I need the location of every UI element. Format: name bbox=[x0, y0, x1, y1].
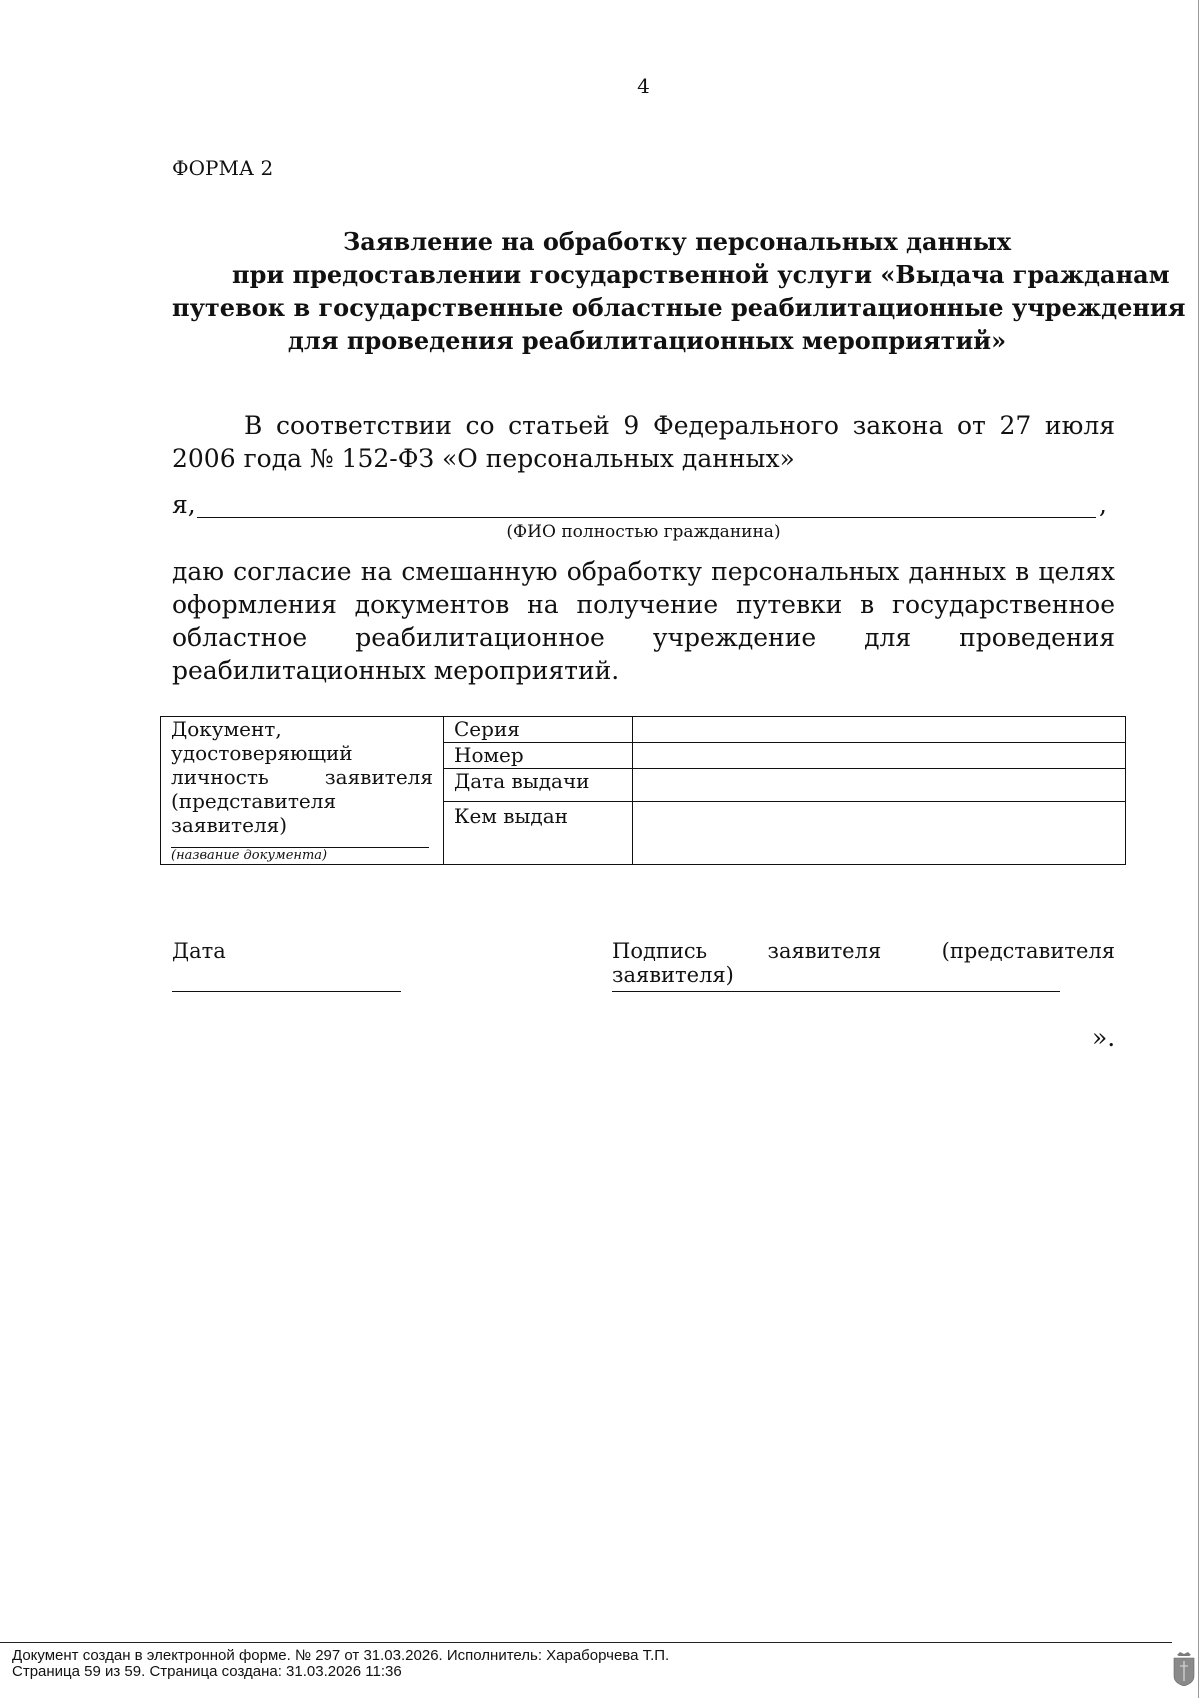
footer-line-page: Страница 59 из 59. Страница создана: 31.03.2026 11:36 bbox=[12, 1663, 402, 1680]
fio-suffix: , bbox=[1099, 490, 1107, 519]
form-label: ФОРМА 2 bbox=[172, 156, 274, 180]
footer-divider bbox=[0, 1642, 1172, 1643]
date-input-line[interactable] bbox=[172, 991, 401, 992]
consent-paragraph: даю согласие на смешанную обработку персональных данных в целях оформления документов на получение путевки в государственное областное реабилитационное учреждение для проведения реабилитационных мероприятий. bbox=[172, 557, 1115, 685]
page-edge bbox=[1198, 0, 1199, 1698]
fio-row bbox=[172, 490, 1112, 520]
field-value-issued-by[interactable] bbox=[633, 801, 1126, 864]
document-name-hint: (название документа) bbox=[171, 848, 328, 863]
fio-hint: (ФИО полностью гражданина) bbox=[506, 522, 781, 542]
identity-document-table bbox=[160, 716, 1126, 865]
fio-prefix: я, bbox=[172, 490, 196, 519]
field-value-number[interactable] bbox=[633, 742, 1126, 768]
title-line: при предоставлении государственной услуги «Выдача гражданам bbox=[232, 260, 1170, 289]
signature-input-line[interactable] bbox=[612, 991, 1060, 992]
doc-label-line: личность заявителя bbox=[171, 765, 433, 789]
signature-label: Подпись заявителя (представителя заявителя) bbox=[612, 939, 1115, 987]
closing-quote: ». bbox=[1092, 1023, 1116, 1052]
field-value-issue-date[interactable] bbox=[633, 768, 1126, 801]
intro-paragraph: В соответствии со статьей 9 Федерального закона от 27 июля 2006 года № 152-ФЗ «О персональных данных» bbox=[172, 411, 1115, 473]
doc-label-line: Документ, bbox=[171, 717, 282, 741]
title-line: для проведения реабилитационных мероприятий» bbox=[287, 326, 1007, 355]
field-label-issue-date: Дата выдачи bbox=[444, 768, 633, 801]
footer bbox=[12, 1648, 669, 1680]
doc-label-line: удостоверяющий bbox=[171, 741, 353, 765]
field-label-issued-by: Кем выдан bbox=[444, 801, 633, 864]
field-value-series[interactable] bbox=[633, 717, 1126, 743]
page-number: 4 bbox=[637, 74, 650, 98]
fio-input-line[interactable] bbox=[197, 517, 1096, 518]
field-label-series: Серия bbox=[444, 717, 633, 743]
date-label: Дата bbox=[172, 939, 226, 963]
document-title bbox=[172, 225, 1186, 357]
title-line: Заявление на обработку персональных данных bbox=[342, 227, 1012, 256]
field-label-number: Номер bbox=[444, 742, 633, 768]
document-type-cell bbox=[161, 717, 444, 865]
footer-line-document: Документ создан в электронной форме. № 297 от 31.03.2026. Исполнитель: Хараборчева Т.П. bbox=[12, 1647, 670, 1664]
title-line: путевок в государственные областные реабилитационные учреждения bbox=[172, 293, 1186, 322]
doc-label-line: (представителя заявителя) bbox=[171, 789, 337, 837]
coat-of-arms-icon bbox=[1173, 1652, 1195, 1686]
